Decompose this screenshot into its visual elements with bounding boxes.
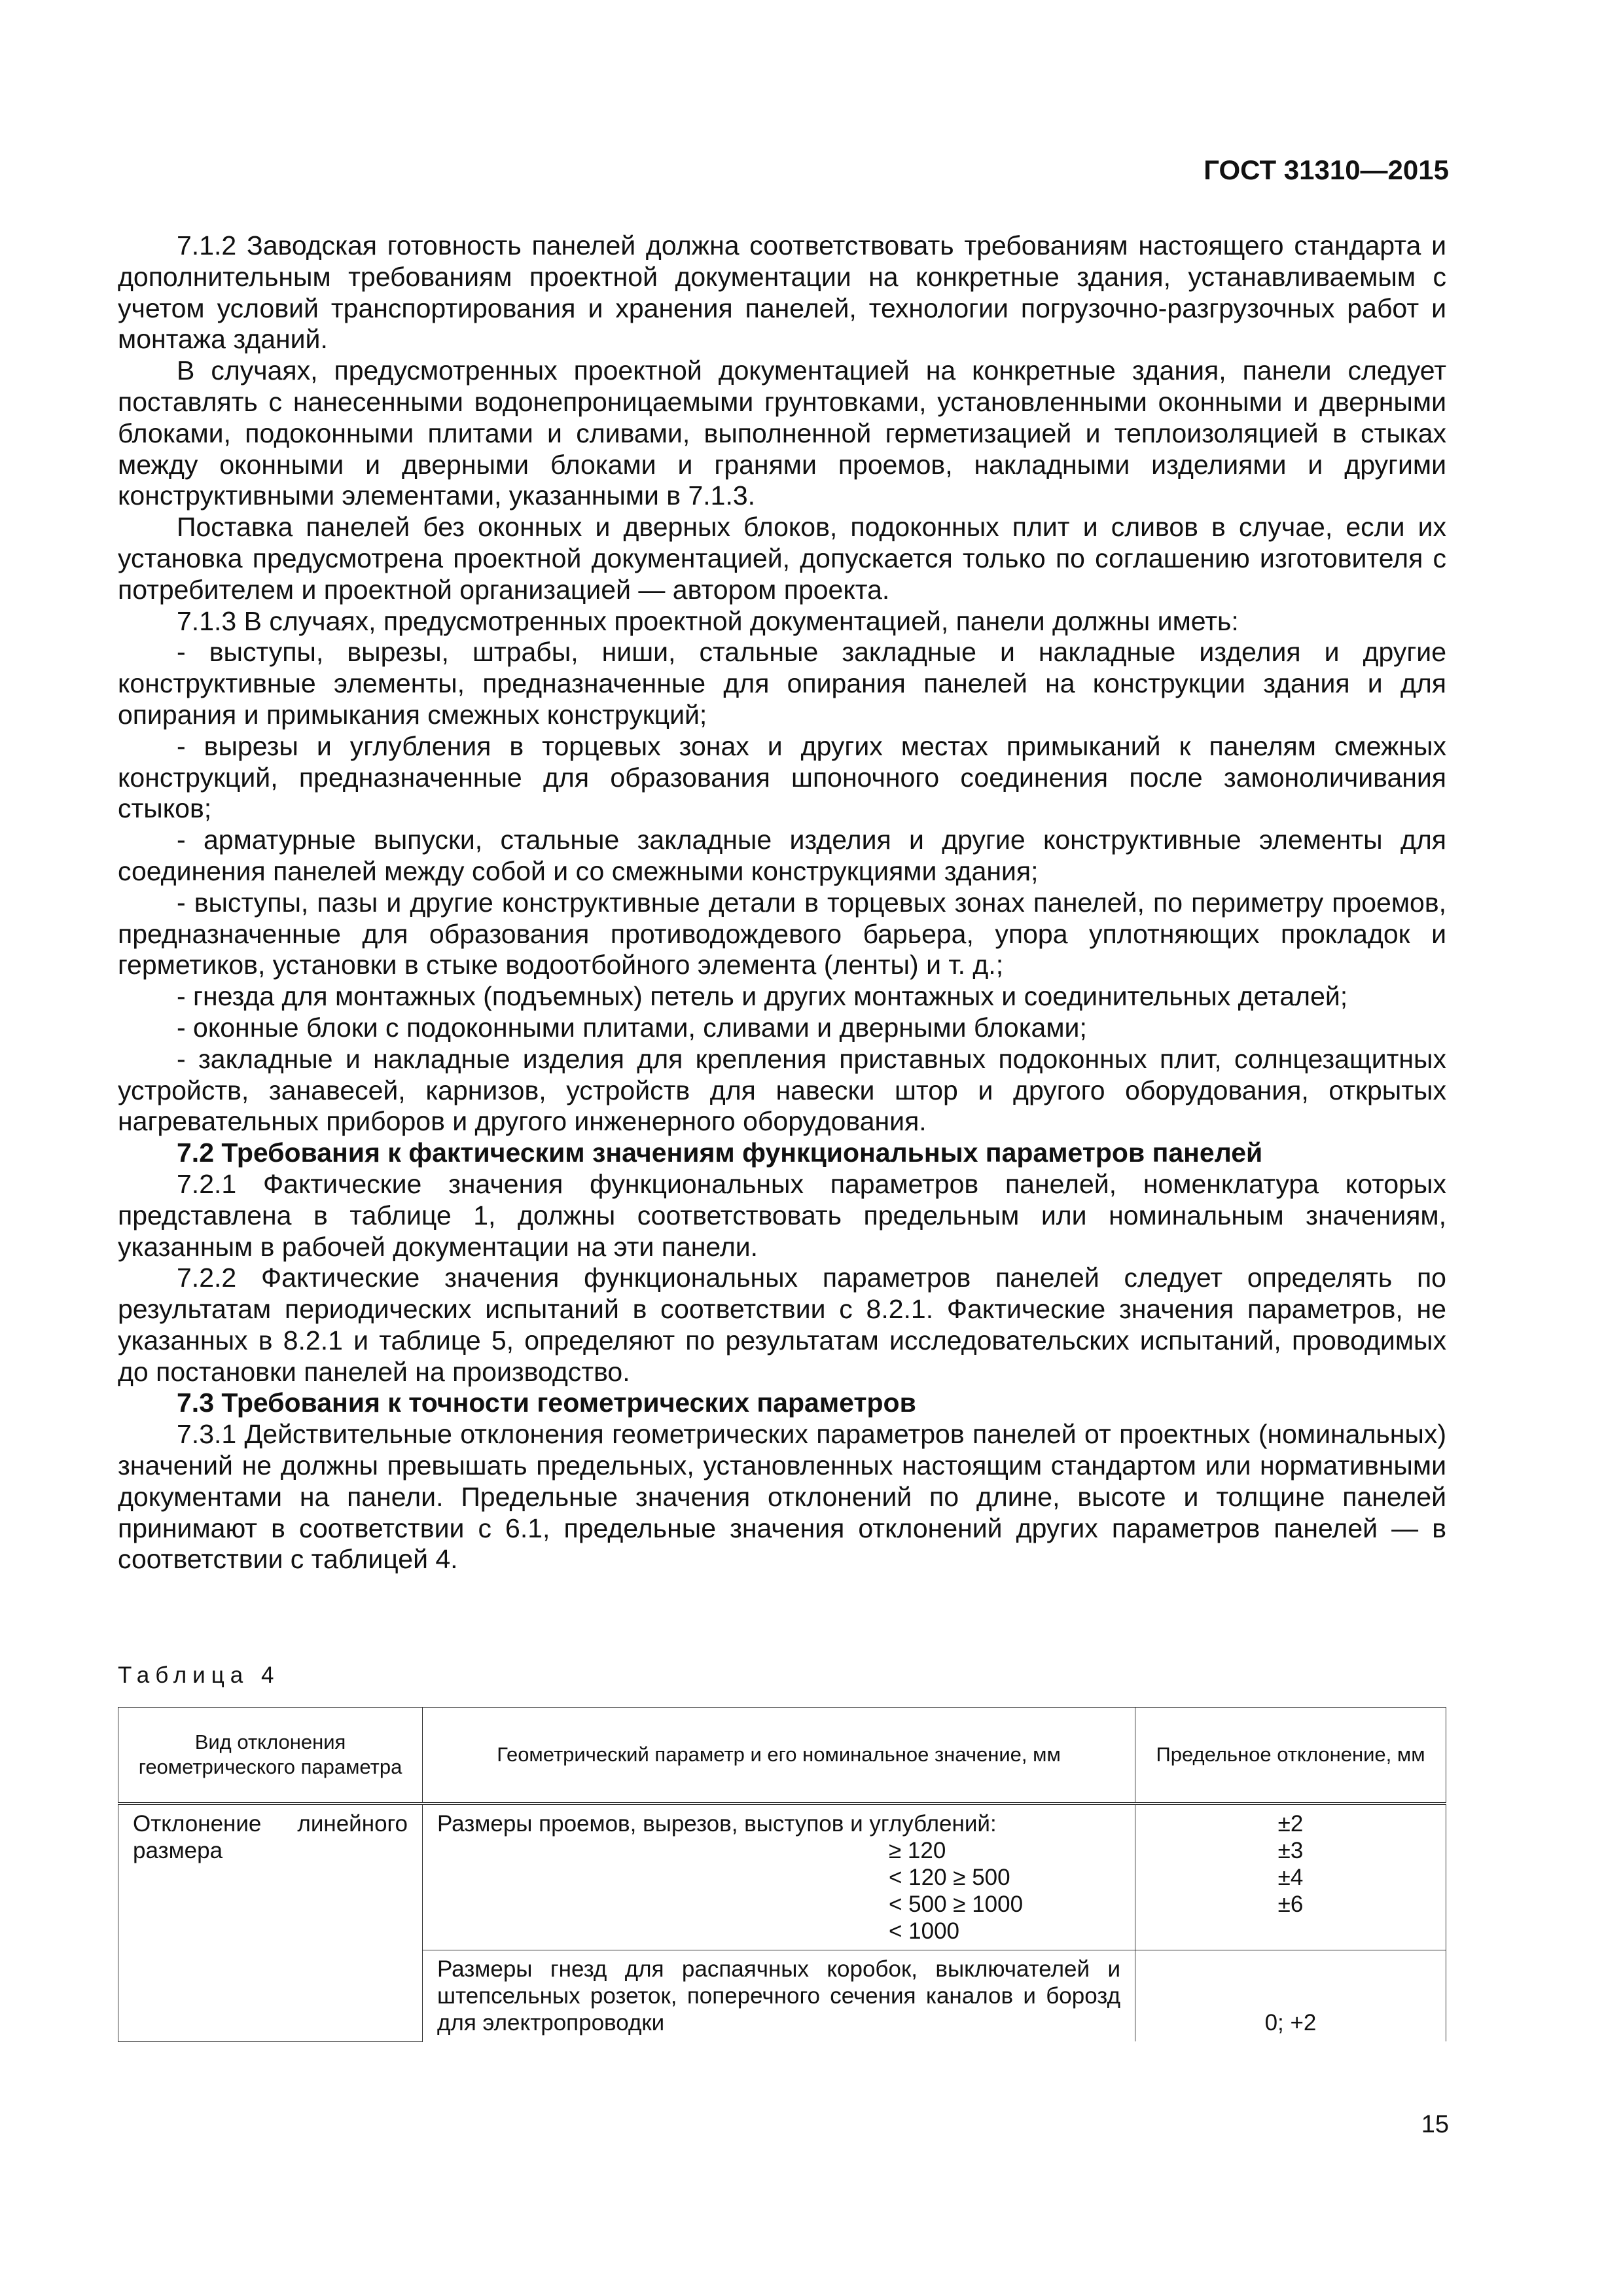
header-limit: Предельное отклонение, мм xyxy=(1135,1708,1446,1804)
paragraph-7-3-1: 7.3.1 Действительные отклонения геометрических параметров панелей от проектных (номинальных) значений не должны превышать предельных, установленных настоящим стандартом или нормативными документами на панели. Предельные значения отклонений по длине, высоте и толщине панелей принимают в соответствии с 6.1, предельные значения отклонений других параметров панелей — в соответствии с таблицей 4. xyxy=(118,1419,1446,1575)
table-4 xyxy=(118,1707,1446,2042)
paragraph-7-1-3: 7.1.3 В случаях, предусмотренных проектной документацией, панели должны иметь: xyxy=(177,605,1239,636)
table-caption: Таблица 4 xyxy=(118,1662,280,1688)
size-range: < 500 ≥ 1000 xyxy=(889,1892,1024,1917)
paragraph-cases: В случаях, предусмотренных проектной документацией на конкретные здания, панели следует поставлять с нанесенными водонепроницаемыми грунтовками, установленными оконными и дверными блоками, подоконными плитами и сливами, выполненной герметизацией и теплоизоляцией в стыках между оконными и дверными блоками и гранями проемов, накладными изделиями и другими конструктивными элементами, указанными в 7.1.3. xyxy=(118,355,1446,511)
paragraph-supply: Поставка панелей без оконных и дверных блоков, подоконных плит и сливов в случае, если их установка предусмотрена проектной документацией, допускается только по соглашению изготовителя с потребителем и проектной организацией — автором проекта. xyxy=(118,512,1446,605)
list-item: - гнезда для монтажных (подъемных) петель и других монтажных и соединительных деталей; xyxy=(177,981,1348,1012)
list-item: - закладные и накладные изделия для крепления приставных подоконных плит, солнцезащитных устройств, занавесей, карнизов, устройств для навески штор и другого оборудования, открытых нагревательных приборов и другого инженерного оборудования. xyxy=(118,1043,1446,1137)
size-range: < 1000 xyxy=(889,1918,960,1944)
size-range: ≥ 120 xyxy=(889,1838,946,1863)
body-text xyxy=(118,230,1446,1575)
limit-value: 0; +2 xyxy=(1135,1950,1446,2042)
limit-value: ±6 xyxy=(1277,1892,1304,1917)
deviation-type-cell: Отклонение линейного размера xyxy=(118,1804,423,2042)
parameter-text: Размеры проемов, вырезов, выступов и углублений: xyxy=(437,1811,997,1837)
page-number: 15 xyxy=(1421,2111,1449,2138)
document-page xyxy=(118,0,1449,2296)
list-item: - выступы, пазы и другие конструктивные детали в торцевых зонах панелей, по периметру проемов, предназначенные для образования противодождевого барьера, упора уплотняющих прокладок и герметиков, установки в стыке водоотбойного элемента (ленты) и т. д.; xyxy=(118,887,1446,980)
paragraph-7-1-2: 7.1.2 Заводская готовность панелей должна соответствовать требованиям настоящего стандарта и дополнительным требованиям проектной документации на конкретные здания, устанавливаемым с учетом условий транспортирования и хранения панелей, технологии погрузочно-разгрузочных работ и монтажа зданий. xyxy=(118,230,1446,355)
parameter-cell xyxy=(423,1804,1135,1950)
limit-value: ±4 xyxy=(1277,1865,1304,1890)
header-deviation-type: Вид отклонения геометрического параметра xyxy=(118,1708,423,1804)
list-item: - оконные блоки с подоконными плитами, сливами и дверными блоками; xyxy=(177,1012,1087,1043)
header-parameter: Геометрический параметр и его номинальное значение, мм xyxy=(423,1708,1135,1804)
limit-cell xyxy=(1135,1804,1446,1950)
table-row xyxy=(118,1804,1446,1950)
list-item: - арматурные выпуски, стальные закладные изделия и другие конструктивные элементы для соединения панелей между собой и со смежными конструкциями здания; xyxy=(118,825,1446,886)
paragraph-7-2-2: 7.2.2 Фактические значения функциональных параметров панелей следует определять по результатам периодических испытаний в соответствии с 8.2.1. Фактические значения параметров, не указанных в 8.2.1 и таблице 5, определяют по результатам исследовательских испытаний, проводимых до постановки панелей на производство. xyxy=(118,1263,1446,1387)
section-heading-7-3: 7.3 Требования к точности геометрических параметров xyxy=(177,1388,916,1418)
standard-designation: ГОСТ 31310—2015 xyxy=(1204,154,1449,185)
list-item: - вырезы и углубления в торцевых зонах и других местах примыканий к панелям смежных конструкций, предназначенные для образования шпоночного соединения после замоноличивания стыков; xyxy=(118,730,1446,824)
limit-value: ±3 xyxy=(1277,1838,1304,1863)
list-item: - выступы, вырезы, штрабы, ниши, стальные закладные и накладные изделия и другие конструктивные элементы, предназначенные для опирания панелей на конструкции здания и для опирания и примыкания смежных конструкций; xyxy=(118,637,1446,730)
limit-value: ±2 xyxy=(1277,1811,1304,1837)
parameter-cell: Размеры гнезд для распаячных коробок, выключателей и штепсельных розеток, поперечного сечения каналов и борозд для электропроводки xyxy=(423,1950,1135,2042)
paragraph-7-2-1: 7.2.1 Фактические значения функциональных параметров панелей, номенклатура которых представлена в таблице 1, должны соответствовать предельным или номинальным значениям, указанным в рабочей документации на эти панели. xyxy=(118,1168,1446,1262)
table-header-row xyxy=(118,1708,1446,1804)
size-range: < 120 ≥ 500 xyxy=(889,1865,1010,1890)
section-heading-7-2: 7.2 Требования к фактическим значениям функциональных параметров панелей xyxy=(177,1138,1263,1168)
